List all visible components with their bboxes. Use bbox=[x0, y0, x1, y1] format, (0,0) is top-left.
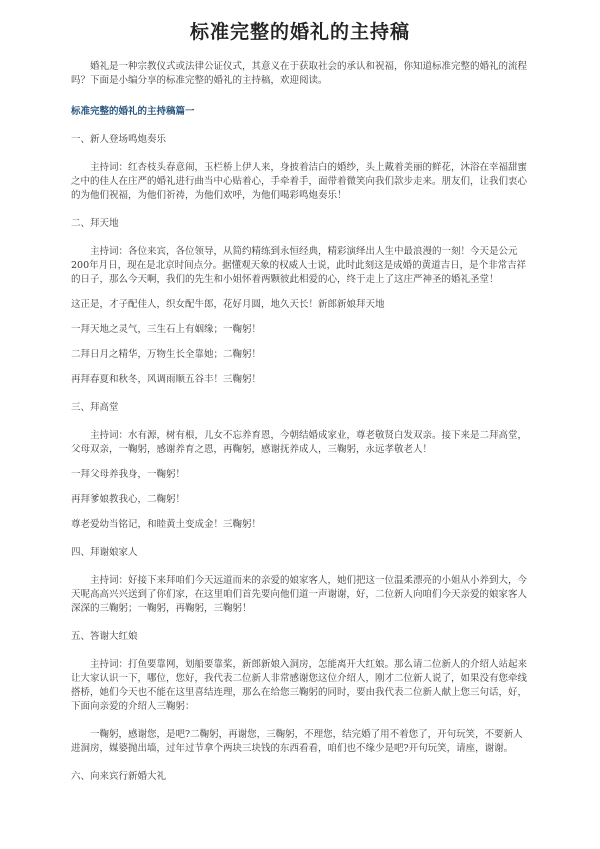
body-line: 二拜日月之精华，万物生长全靠她；二鞠躬！ bbox=[71, 349, 262, 360]
step-heading: 一、新人登场鸣炮奏乐 bbox=[71, 134, 167, 145]
document-body bbox=[71, 60, 531, 784]
step-heading: 二、拜天地 bbox=[71, 218, 119, 229]
host-speech: 主持词：打鱼要靠网，划船要靠桨，新郎新娘入洞房，怎能离开大红娘。那么请二位新人的介绍人站起来让大家认识一下，哪位，您好，我代表二位新人非常感谢您这位介绍人，刚才二位新人说了，如果没有您牵线搭桥，她们今天也不能在这里喜结连理，那么在给您三鞠躬的同时，要由我代表二位新人献上您三句话，好，下面向亲爱的介绍人三鞠躬： bbox=[71, 659, 528, 712]
host-speech: 主持词：各位来宾，各位领导，从简约精练到永恒经典，精彩演绎出人生中最浪漫的一刻！今天是公元200年月日，现在是北京时间点分。据懂观天象的权威人士说，此时此刻这是成婚的黄道吉日，是个非常吉祥的日子，那么今天啊，我们的先生和小姐怀着两颗彼此相爱的心，终于走上了这庄严神圣的婚礼圣堂！ bbox=[71, 246, 527, 285]
page-title: 标准完整的婚礼的主持稿 bbox=[189, 21, 410, 43]
body-line: 尊老爱幼当铭记，和睦黄土变成金！三鞠躬！ bbox=[71, 519, 262, 530]
host-speech: 主持词：好接下来拜咱们今天远道而来的亲爱的娘家客人，她们把这一位温柔漂亮的小姐从小养到大，今天呢高高兴兴送到了你们家，在这里咱们首先要向他们道一声谢谢，好，二位新人向咱们今天亲爱的娘家客人深深的三鞠躬；一鞠躬，再鞠躬，三鞠躬！ bbox=[71, 575, 528, 614]
body-line: 再拜春夏和秋冬，风调雨顺五谷丰！三鞠躬！ bbox=[71, 374, 262, 385]
section-heading: 标准完整的婚礼的主持稿篇一 bbox=[71, 106, 195, 117]
step-heading: 四、拜谢娘家人 bbox=[71, 547, 138, 558]
host-speech: 主持词：红杏枝头春意闹，玉栏桥上伊人来，身披着洁白的婚纱，头上戴着美丽的鲜花，沐浴在幸福甜蜜之中的佳人在庄严的婚礼进行曲当中心贴着心，手牵着手，面带着微笑向我们款步走来。朋友们，让我们衷心的为他们祝福，为他们祈祷，为他们欢呼，为他们喝彩鸣炮奏乐！ bbox=[71, 162, 528, 201]
step-heading: 三、拜高堂 bbox=[71, 402, 119, 413]
body-line: 一拜父母养我身，一鞠躬！ bbox=[71, 469, 186, 480]
intro-paragraph: 婚礼是一种宗教仪式或法律公证仪式，其意义在于获取社会的承认和祝福，你知道标准完整的婚礼的流程吗？下面是小编分享的标准完整的婚礼的主持稿，欢迎阅读。 bbox=[71, 61, 528, 86]
body-line: 一拜天地之灵气，三生石上有姻缘；一鞠躬！ bbox=[71, 324, 262, 335]
step-heading: 六、向来宾行新婚大礼 bbox=[71, 771, 167, 782]
host-speech: 主持词：水有源，树有根，儿女不忘养育恩，今朝结婚成家业，尊老敬贤白发双亲。接下来是二拜高堂，父母双亲，一鞠躬，感谢养育之恩，再鞠躬，感谢抚养成人，三鞠躬，永远孝敬老人！ bbox=[71, 430, 528, 455]
body-line: 这正是，才子配佳人，织女配牛郎，花好月圆，地久天长！新郎新娘拜天地 bbox=[71, 299, 385, 310]
step-heading: 五、答谢大红娘 bbox=[71, 631, 138, 642]
host-speech: 一鞠躬，感谢您，是吧?二鞠躬，再谢您，三鞠躬，不理您，结完婚了用不着您了，开句玩笑，不要新人进洞房，媒婆抛出墙，过年过节拿个两块三块钱的东西看看，咱们也不缘少是吧?开句玩笑，请座，谢谢。 bbox=[71, 729, 523, 754]
body-line: 再拜爹娘教我心，二鞠躬！ bbox=[71, 494, 186, 505]
